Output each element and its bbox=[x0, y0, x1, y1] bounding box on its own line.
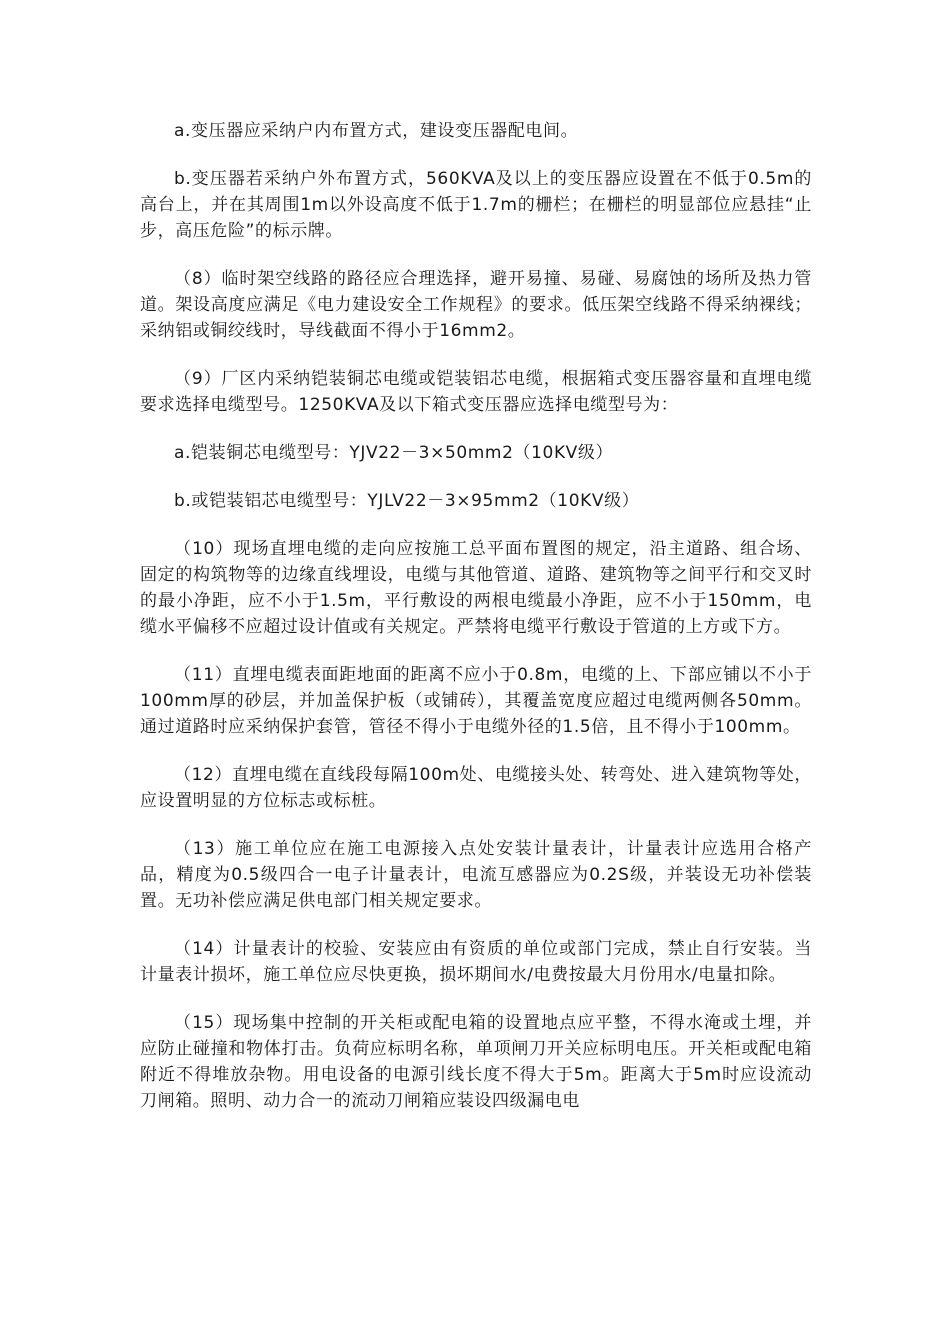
paragraph-item-9: （9）厂区内采纳铠装铜芯电缆或铠装铝芯电缆，根据箱式变压器容量和直埋电缆要求选择电缆型号。1250KVA及以下箱式变压器应选择电缆型号为： bbox=[140, 369, 812, 415]
paragraph-aluminum-cable: b.或铠装铝芯电缆型号：YJLV22－3×95mm2（10KV级） bbox=[174, 491, 640, 511]
paragraph-item-8: （8）临时架空线路的路径应合理选择，避开易撞、易碰、易腐蚀的场所及热力管道。架设高度应满足《电力建设安全工作规程》的要求。低压架空线路不得采纳裸线；采纳铝或铜绞线时，导线截面不得小于16mm2。 bbox=[140, 269, 812, 341]
paragraph-item-15: （15）现场集中控制的开关柜或配电箱的设置地点应平整，不得水淹或土埋，并应防止碰撞和物体打击。负荷应标明名称，单项闸刀开关应标明电压。开关柜或配电箱附近不得堆放杂物。用电设备的电源引线长度不得大于5m。距离大于5m时应设流动刀闸箱。照明、动力合一的流动刀闸箱应装设四级漏电电 bbox=[140, 1013, 812, 1111]
paragraph-item-11: （11）直埋电缆表面距地面的距离不应小于0.8m，电缆的上、下部应铺以不小于100mm厚的砂层，并加盖保护板（或铺砖），其覆盖宽度应超过电缆两侧各50mm。通过道路时应采纳保护套管，管径不得小于电缆外径的1.5倍，且不得小于100mm。 bbox=[140, 665, 812, 737]
paragraph-transformer-indoor: a.变压器应采纳户内布置方式，建设变压器配电间。 bbox=[174, 121, 579, 141]
paragraph-item-13: （13）施工单位应在施工电源接入点处安装计量表计，计量表计应选用合格产品，精度为0.5级四合一电子计量表计，电流互感器应为0.2S级，并装设无功补偿装置。无功补偿应满足供电部门相关规定要求。 bbox=[140, 839, 812, 911]
paragraph-item-12: （12）直埋电缆在直线段每隔100m处、电缆接头处、转弯处、进入建筑物等处，应设置明显的方位标志或标桩。 bbox=[140, 765, 812, 811]
document-body bbox=[140, 118, 812, 1136]
paragraph-copper-cable: a.铠装铜芯电缆型号：YJV22－3×50mm2（10KV级） bbox=[174, 443, 614, 463]
paragraph-transformer-outdoor: b.变压器若采纳户外布置方式，560KVA及以上的变压器应设置在不低于0.5m的高台上，并在其周围1m以外设高度不低于1.7m的栅栏；在栅栏的明显部位应悬挂“止步，高压危险”的标示牌。 bbox=[140, 169, 812, 241]
paragraph-item-14: （14）计量表计的校验、安装应由有资质的单位或部门完成，禁止自行安装。当计量表计损坏，施工单位应尽快更换，损坏期间水/电费按最大月份用水/电量扣除。 bbox=[140, 939, 812, 985]
paragraph-item-10: （10）现场直埋电缆的走向应按施工总平面布置图的规定，沿主道路、组合场、固定的构筑物等的边缘直线埋设，电缆与其他管道、道路、建筑物等之间平行和交叉时的最小净距，应不小于1.5m，平行敷设的两根电缆最小净距，应不小于150mm，电缆水平偏移不应超过设计值或有关规定。严禁将电缆平行敷设于管道的上方或下方。 bbox=[140, 539, 812, 637]
